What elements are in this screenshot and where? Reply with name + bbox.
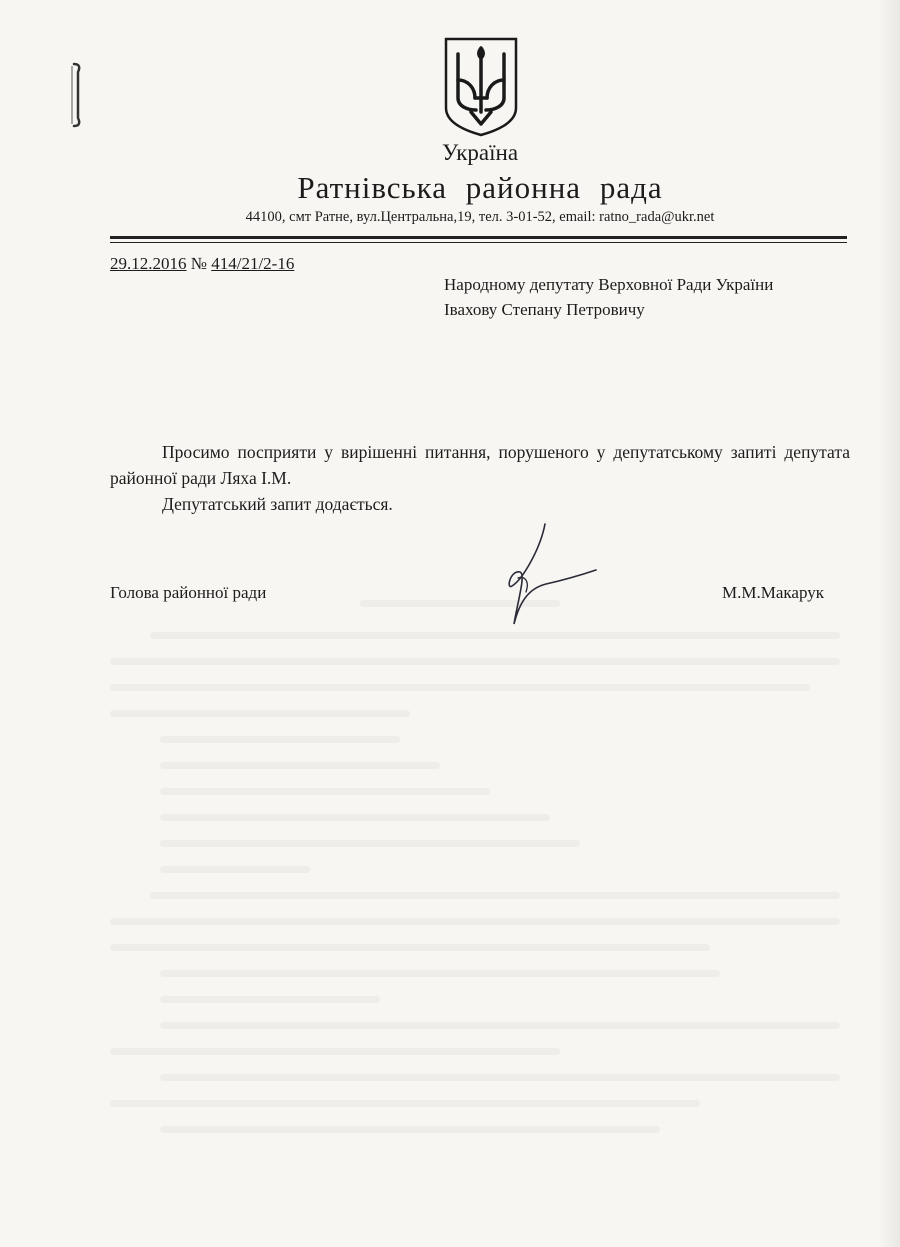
council-address-line: 44100, смт Ратне, вул.Центральна,19, тел. 3-01-52, email: ratno_rada@ukr.net (245, 209, 715, 225)
handwritten-signature-icon (500, 520, 600, 640)
body-paragraph-1: Просимо посприяти у вирішенні питання, порушеного у депутатському запиті депутата районної ради Ляха І.М. (110, 442, 850, 488)
coat-of-arms-trident-icon (443, 36, 519, 138)
letter-body (110, 439, 850, 517)
addressee-line-2: Івахову Степану Петровичу (444, 300, 645, 319)
addressee-line-1: Народному депутату Верховної Ради України (444, 275, 774, 294)
reference-number-sign: № (190, 254, 207, 273)
reference-date: 29.12.2016 (110, 254, 187, 273)
council-name-heading: Ратнівська районна рада (297, 170, 663, 205)
signer-title: Голова районної ради (110, 583, 267, 602)
addressee-block (444, 272, 773, 322)
reference-number: 414/21/2-16 (211, 254, 295, 273)
letterhead-thin-rule (110, 242, 847, 243)
country-heading: Україна (441, 140, 519, 165)
signer-name: М.М.Макарук (722, 583, 824, 602)
letterhead-thick-rule (110, 236, 847, 239)
staple-mark-icon (66, 60, 86, 130)
body-paragraph-2: Депутатський запит додається. (162, 494, 393, 514)
outgoing-reference (110, 254, 294, 274)
